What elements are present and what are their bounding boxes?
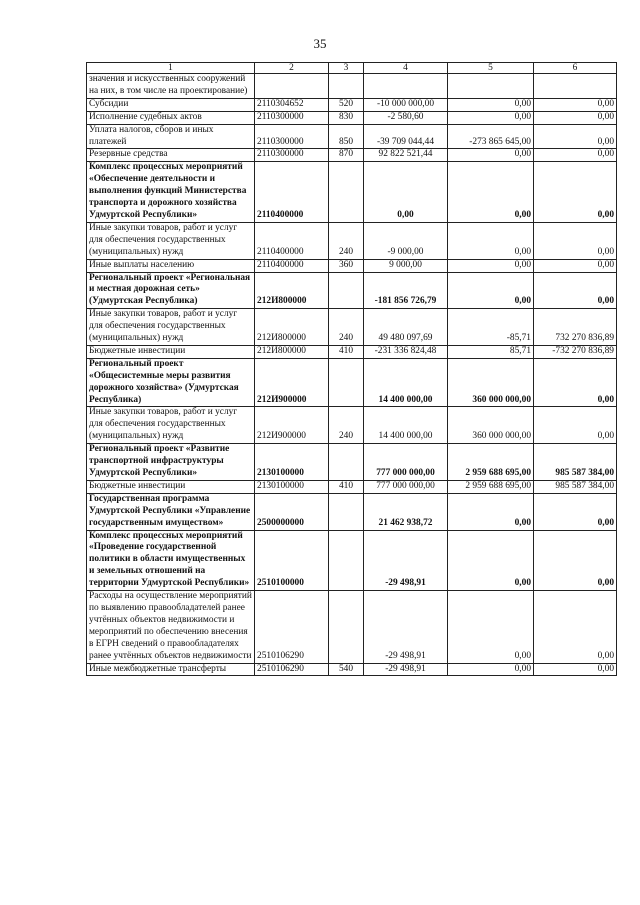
row-amount-cell: 14 400 000,00	[364, 407, 448, 444]
header-cell: 5	[448, 63, 534, 74]
row-name-cell: Иные межбюджетные трансферты	[87, 663, 255, 676]
row-kind-cell: 240	[329, 309, 364, 346]
row-kind-cell: 830	[329, 111, 364, 124]
row-code-cell: 2110400000	[255, 162, 329, 223]
row-kind-cell: 410	[329, 480, 364, 493]
row-name-cell: Уплата налогов, сборов и иных платежей	[87, 124, 255, 149]
row-amount-cell: 777 000 000,00	[364, 480, 448, 493]
header-cell: 6	[534, 63, 617, 74]
row-amount-cell: 777 000 000,00	[364, 444, 448, 481]
row-amount-cell: -39 709 044,44	[364, 124, 448, 149]
row-kind-cell: 240	[329, 222, 364, 259]
row-code-cell: 2510100000	[255, 530, 329, 591]
row-name-cell: Резервные средства	[87, 149, 255, 162]
row-kind-cell	[329, 272, 364, 309]
row-amount-cell: 0,00	[448, 259, 534, 272]
row-amount-cell: 0,00	[534, 124, 617, 149]
row-amount-cell: -2 580,60	[364, 111, 448, 124]
row-amount-cell: 985 587 384,00	[534, 480, 617, 493]
row-amount-cell: 92 822 521,44	[364, 149, 448, 162]
row-amount-cell: 0,00	[534, 591, 617, 663]
row-amount-cell: 0,00	[448, 530, 534, 591]
row-code-cell: 212И900000	[255, 407, 329, 444]
row-amount-cell: -273 865 645,00	[448, 124, 534, 149]
row-amount-cell: 85,71	[448, 345, 534, 358]
row-amount-cell: 49 480 097,69	[364, 309, 448, 346]
row-amount-cell: 0,00	[534, 259, 617, 272]
row-name-cell: Комплекс процессных мероприятий «Обеспечение деятельности и выполнения функций Министерства транспорта и дорожного хозяйства Удмуртской Республики»	[87, 162, 255, 223]
row-amount-cell: -732 270 836,89	[534, 345, 617, 358]
budget-table	[86, 62, 617, 676]
row-amount-cell: 0,00	[534, 530, 617, 591]
header-cell: 4	[364, 63, 448, 74]
row-kind-cell: 850	[329, 124, 364, 149]
row-amount-cell: 0,00	[448, 663, 534, 676]
row-kind-cell: 870	[329, 149, 364, 162]
row-amount-cell	[364, 74, 448, 99]
header-row	[87, 63, 617, 74]
row-amount-cell: -85,71	[448, 309, 534, 346]
table-row	[87, 444, 617, 481]
row-amount-cell: -29 498,91	[364, 591, 448, 663]
budget-table-body	[87, 63, 617, 676]
row-amount-cell: 0,00	[534, 149, 617, 162]
row-amount-cell: 360 000 000,00	[448, 358, 534, 407]
row-amount-cell: 2 959 688 695,00	[448, 444, 534, 481]
row-code-cell: 2510106290	[255, 591, 329, 663]
row-amount-cell: 0,00	[534, 493, 617, 530]
header-cell: 3	[329, 63, 364, 74]
row-code-cell: 212И800000	[255, 272, 329, 309]
header-cell: 1	[87, 63, 255, 74]
table-row	[87, 530, 617, 591]
table-row	[87, 124, 617, 149]
row-amount-cell: 360 000 000,00	[448, 407, 534, 444]
table-row	[87, 111, 617, 124]
row-code-cell: 212И900000	[255, 358, 329, 407]
row-name-cell: Субсидии	[87, 98, 255, 111]
row-code-cell: 2500000000	[255, 493, 329, 530]
row-name-cell: Исполнение судебных актов	[87, 111, 255, 124]
table-row	[87, 98, 617, 111]
table-row	[87, 309, 617, 346]
row-kind-cell: 540	[329, 663, 364, 676]
row-kind-cell	[329, 444, 364, 481]
row-code-cell: 2110300000	[255, 111, 329, 124]
table-row	[87, 272, 617, 309]
row-code-cell: 2130100000	[255, 480, 329, 493]
row-code-cell	[255, 74, 329, 99]
row-kind-cell	[329, 530, 364, 591]
table-row	[87, 591, 617, 663]
row-name-cell: Иные закупки товаров, работ и услуг для обеспечения государственных (муниципальных) нужд	[87, 407, 255, 444]
row-amount-cell: 2 959 688 695,00	[448, 480, 534, 493]
row-amount-cell: -9 000,00	[364, 222, 448, 259]
row-amount-cell: 0,00	[534, 162, 617, 223]
table-row	[87, 480, 617, 493]
row-amount-cell: 0,00	[448, 591, 534, 663]
row-name-cell: значения и искусственных сооружений на них, в том числе на проектирование)	[87, 74, 255, 99]
row-code-cell: 2110300000	[255, 124, 329, 149]
row-name-cell: Комплекс процессных мероприятий «Проведение государственной политики в области имущественных и земельных отношений на территории Удмуртской Республики»	[87, 530, 255, 591]
table-row	[87, 663, 617, 676]
row-amount-cell: 0,00	[534, 358, 617, 407]
row-code-cell: 2110400000	[255, 259, 329, 272]
row-amount-cell: 0,00	[448, 98, 534, 111]
table-row	[87, 74, 617, 99]
row-name-cell: Бюджетные инвестиции	[87, 345, 255, 358]
row-name-cell: Иные выплаты населению	[87, 259, 255, 272]
row-name-cell: Региональный проект «Региональная и местная дорожная сеть» (Удмуртская Республика)	[87, 272, 255, 309]
row-kind-cell	[329, 493, 364, 530]
row-amount-cell: 732 270 836,89	[534, 309, 617, 346]
row-name-cell: Расходы на осуществление мероприятий по выявлению правообладателей ранее учтённых объектов недвижимости и мероприятий по обеспечению внесения в ЕГРН сведений о правообладателях ранее учтённых объектов недвижимости	[87, 591, 255, 663]
table-row	[87, 162, 617, 223]
row-amount-cell: -10 000 000,00	[364, 98, 448, 111]
row-code-cell: 212И800000	[255, 309, 329, 346]
row-amount-cell: 0,00	[534, 111, 617, 124]
row-amount-cell: 0,00	[448, 272, 534, 309]
row-kind-cell	[329, 358, 364, 407]
row-amount-cell: 0,00	[448, 493, 534, 530]
row-kind-cell: 240	[329, 407, 364, 444]
row-code-cell: 2110304652	[255, 98, 329, 111]
row-amount-cell: 0,00	[534, 407, 617, 444]
row-code-cell: 2110400000	[255, 222, 329, 259]
row-amount-cell: 0,00	[534, 98, 617, 111]
row-name-cell: Региональный проект «Развитие транспортной инфраструктуры Удмуртской Республики»	[87, 444, 255, 481]
table-row	[87, 149, 617, 162]
row-amount-cell: 21 462 938,72	[364, 493, 448, 530]
row-kind-cell	[329, 74, 364, 99]
row-amount-cell: 0,00	[534, 663, 617, 676]
row-name-cell: Государственная программа Удмуртской Республики «Управление государственным имуществом»	[87, 493, 255, 530]
row-name-cell: Региональный проект «Общесистемные меры развития дорожного хозяйства» (Удмуртская Республика)	[87, 358, 255, 407]
row-amount-cell: 9 000,00	[364, 259, 448, 272]
row-amount-cell	[448, 74, 534, 99]
row-kind-cell: 410	[329, 345, 364, 358]
row-name-cell: Иные закупки товаров, работ и услуг для обеспечения государственных (муниципальных) нужд	[87, 309, 255, 346]
row-kind-cell: 520	[329, 98, 364, 111]
row-amount-cell: 0,00	[448, 162, 534, 223]
table-row	[87, 493, 617, 530]
table-row	[87, 358, 617, 407]
table-row	[87, 222, 617, 259]
row-amount-cell: -181 856 726,79	[364, 272, 448, 309]
row-amount-cell: 0,00	[448, 149, 534, 162]
page-number: 35	[313, 36, 327, 51]
row-code-cell: 2510106290	[255, 663, 329, 676]
row-name-cell: Иные закупки товаров, работ и услуг для обеспечения государственных (муниципальных) нужд	[87, 222, 255, 259]
row-amount-cell: 0,00	[534, 272, 617, 309]
table-row	[87, 259, 617, 272]
row-amount-cell: -29 498,91	[364, 530, 448, 591]
table-row	[87, 345, 617, 358]
row-code-cell: 2130100000	[255, 444, 329, 481]
row-amount-cell: 0,00	[448, 111, 534, 124]
row-code-cell: 2110300000	[255, 149, 329, 162]
table-row	[87, 407, 617, 444]
header-cell: 2	[255, 63, 329, 74]
row-amount-cell	[534, 74, 617, 99]
row-kind-cell	[329, 162, 364, 223]
row-amount-cell: 14 400 000,00	[364, 358, 448, 407]
row-amount-cell: -29 498,91	[364, 663, 448, 676]
row-code-cell: 212И800000	[255, 345, 329, 358]
row-amount-cell: 985 587 384,00	[534, 444, 617, 481]
row-amount-cell: 0,00	[448, 222, 534, 259]
row-amount-cell: -231 336 824,48	[364, 345, 448, 358]
row-kind-cell: 360	[329, 259, 364, 272]
row-kind-cell	[329, 591, 364, 663]
row-amount-cell: 0,00	[534, 222, 617, 259]
row-amount-cell: 0,00	[364, 162, 448, 223]
row-name-cell: Бюджетные инвестиции	[87, 480, 255, 493]
